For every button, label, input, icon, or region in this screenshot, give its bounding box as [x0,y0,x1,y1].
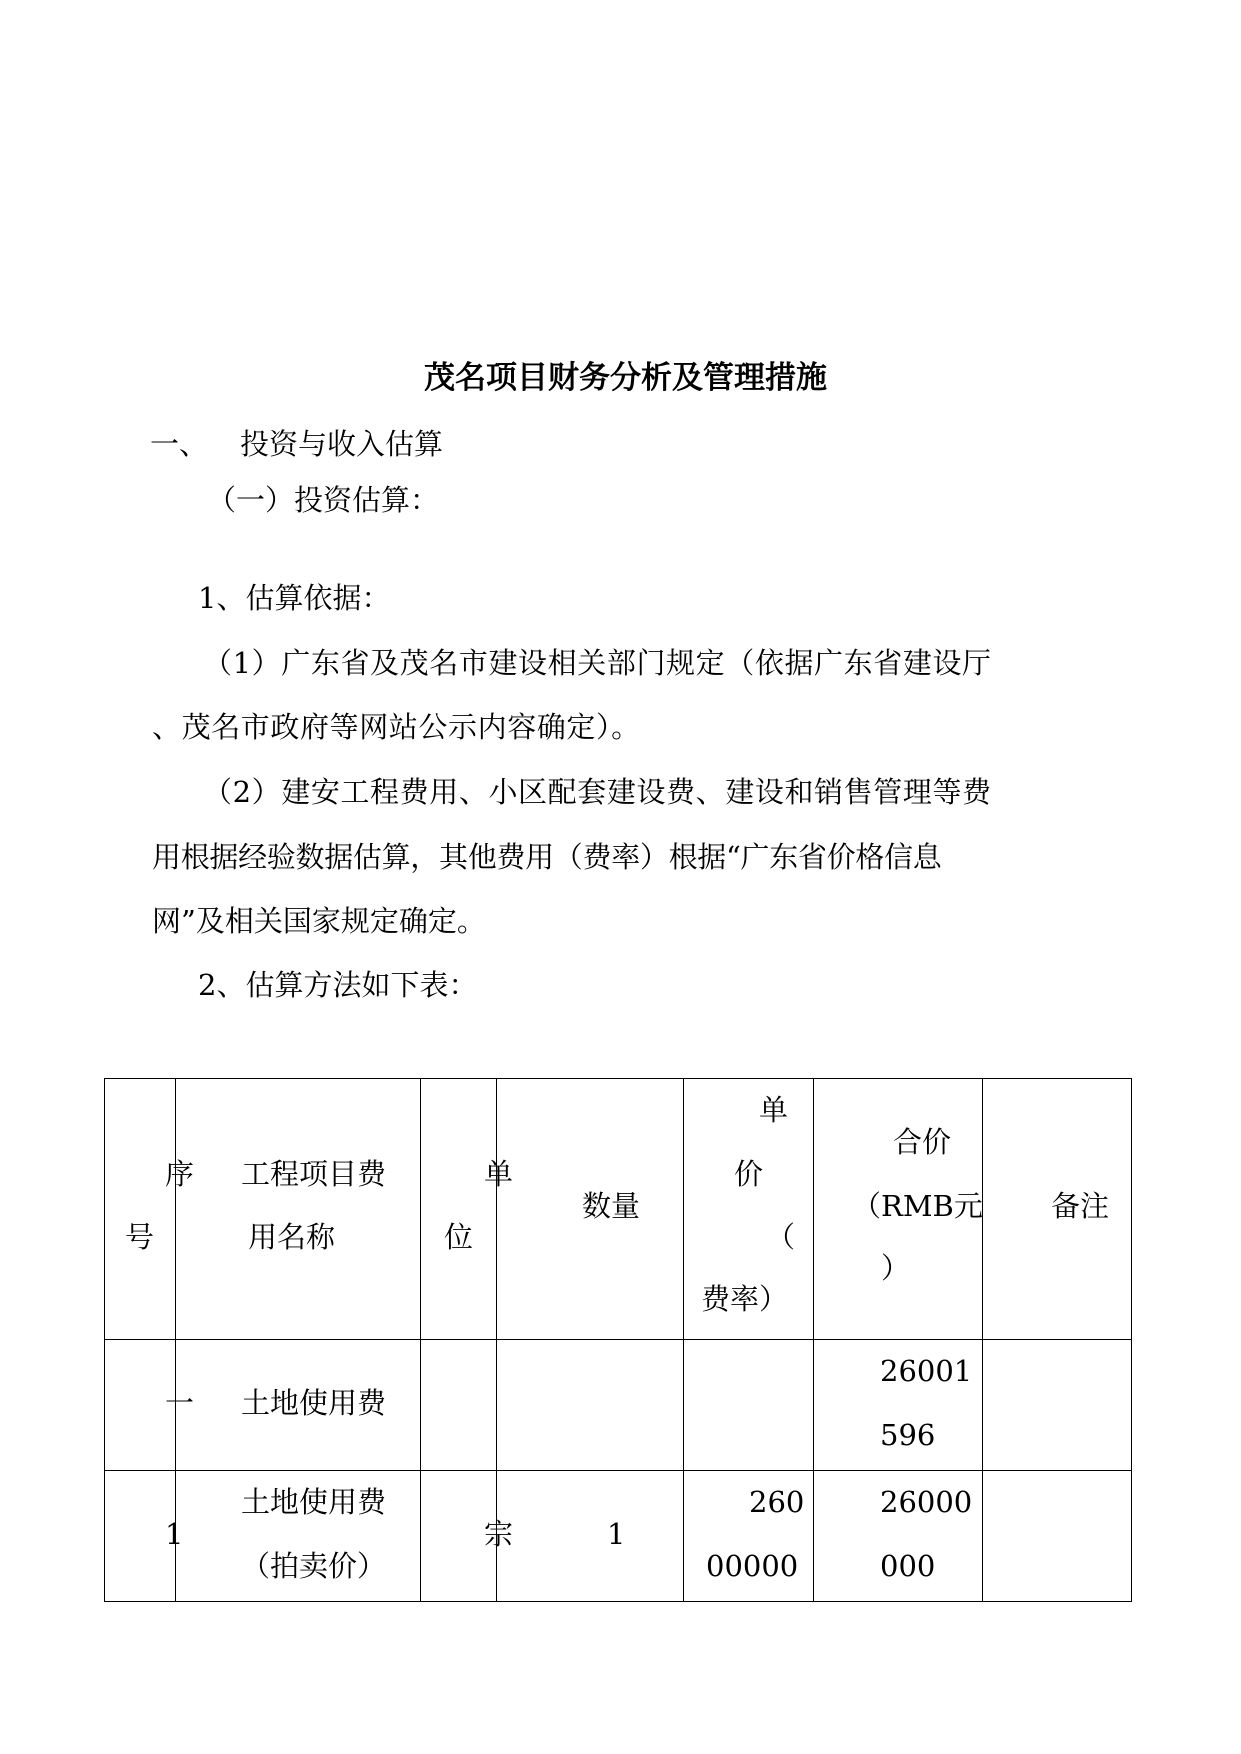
section-heading: 投资与收入估算 [240,427,444,461]
table-row [105,1340,1132,1471]
row2-qty-cell [497,1471,684,1602]
basis-heading: 1、估算依据： [198,581,391,615]
basis-item2-line1: （2）建安工程费用、小区配套建设费、建设和销售管理等费 [203,775,992,809]
row2-price-cell [684,1471,814,1602]
row2-name-line1: 土地使用费 [241,1485,387,1519]
header-note-cell [983,1079,1132,1340]
row2-name-cell [176,1471,421,1602]
header-price-line4: 费率） [701,1282,789,1316]
header-unit-cell [421,1079,514,1340]
header-total-line1: 合价 [893,1125,952,1159]
estimate-table [104,1078,1132,1602]
header-unit-bottom: 位 [444,1220,474,1254]
header-qty: 数量 [582,1189,641,1223]
row1-total-line2: 596 [880,1418,936,1452]
header-name-cell [176,1079,421,1340]
header-price-cell [684,1079,814,1340]
row1-total-line1: 26001 [880,1354,973,1388]
header-name-line1: 工程项目费 [241,1157,387,1191]
header-total-cell [814,1079,983,1340]
table-header-row [105,1079,1132,1340]
header-seq-top: 序 [165,1157,195,1191]
basis-item2-line2: 用根据经验数据估算，其他费用（费率）根据“广东省价格信息 [152,840,942,874]
row1-unit-cell [421,1340,497,1471]
header-name-line2: 用名称 [248,1220,336,1254]
header-total-line3: ） [881,1251,911,1285]
header-price-line3: （ [766,1220,796,1254]
subsection-heading: （一）投资估算： [207,483,440,517]
row2-price-line1: 260 [749,1485,805,1519]
header-note: 备注 [1051,1189,1110,1223]
row2-qty: 1 [607,1517,626,1551]
header-unit-top: 单 [484,1157,514,1191]
table-row [105,1471,1132,1602]
row1-qty-cell [497,1340,684,1471]
row1-name-cell [176,1340,421,1471]
row2-note-cell [983,1471,1132,1602]
basis-item1-line1: （1）广东省及茂名市建设相关部门规定（依据广东省建设厅 [203,646,992,680]
row1-seq: 一 [165,1386,195,1420]
row1-name: 土地使用费 [241,1386,387,1420]
row1-total-cell [814,1340,983,1471]
row2-unit-cell [421,1471,514,1602]
row2-total-line2: 000 [880,1549,936,1583]
row2-total-cell [814,1471,983,1602]
header-seq-cell [105,1079,195,1340]
row1-price-cell [684,1340,814,1471]
row2-seq-cell [105,1471,184,1602]
basis-item2-line3: 网”及相关国家规定确定。 [152,904,486,938]
row2-price-line2: 00000 [706,1549,799,1583]
row2-name-line2: （拍卖价） [241,1549,387,1583]
row2-total-line1: 26000 [880,1485,973,1519]
basis-item1-line2: 、茂名市政府等网站公示内容确定）。 [152,710,641,744]
header-total-line2: （RMB元 [852,1189,983,1223]
section-number: 一、 [150,427,209,461]
header-seq-bottom: 号 [125,1220,155,1254]
row1-note-cell [983,1340,1132,1471]
row1-seq-cell [105,1340,195,1471]
method-heading: 2、估算方法如下表： [198,968,478,1002]
row2-seq: 1 [165,1517,184,1551]
row2-unit: 宗 [484,1517,514,1551]
header-price-line2: 价 [734,1157,764,1191]
header-price-line1: 单 [759,1093,789,1127]
document-title: 茂名项目财务分析及管理措施 [424,360,827,396]
header-qty-cell [497,1079,684,1340]
